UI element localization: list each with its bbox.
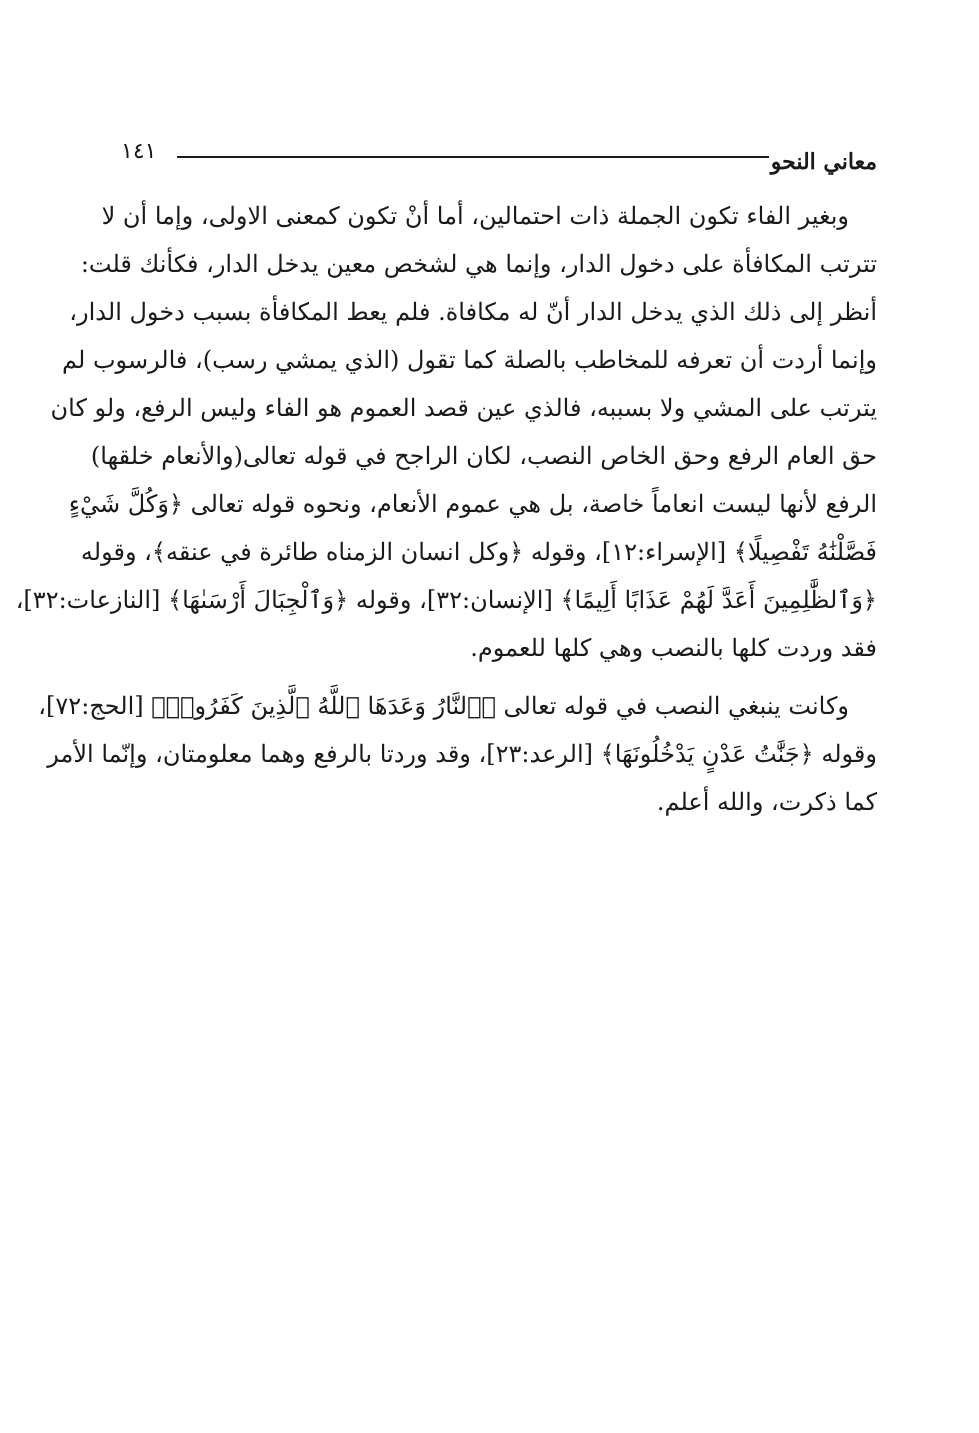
page-number: ١٤١ <box>121 139 157 164</box>
header-rule <box>177 156 769 158</box>
body-text <box>15 192 877 826</box>
text-line: وكانت ينبغي النصب في قوله تعالى ﴿ٱلنَّارُ وَعَدَهَا ٱللَّهُ ٱلَّذِينَ كَفَرُوا۟﴾ [الحج:٧٢]، <box>38 692 849 720</box>
text-line: تترتب المكافأة على دخول الدار، وإنما هي لشخص معين يدخل الدار، فكأنك قلت: <box>80 250 877 278</box>
text-line: يترتب على المشي ولا بسببه، فالذي عين قصد العموم هو الفاء وليس الرفع، ولو كان <box>50 394 877 422</box>
book-title: معاني النحو <box>770 149 877 175</box>
text-line: وبغير الفاء تكون الجملة ذات احتمالين، أما أنْ تكون كمعنى الاولى، وإما أن لا <box>101 202 849 230</box>
text-line: فقد وردت كلها بالنصب وهي كلها للعموم. <box>470 634 877 662</box>
text-line: وإنما أردت أن تعرفه للمخاطب بالصلة كما تقول (الذي يمشي رسب)، فالرسوب لم <box>62 346 877 374</box>
text-line: الرفع لأنها ليست انعاماً خاصة، بل هي عموم الأنعام، ونحوه قوله تعالى ﴿وَكُلَّ شَيْءٍ <box>68 490 877 518</box>
paragraph-2 <box>38 682 877 826</box>
text-line: ﴿وَٱلظَّٰلِمِينَ أَعَدَّ لَهُمْ عَذَابًا أَلِيمًا﴾ [الإنسان:٣٢]، وقوله ﴿وَٱلْجِبَالَ أَرْسَىٰهَا﴾ [النازعات:٣٢]، <box>15 586 877 614</box>
text-line: وقوله ﴿جَنَّٰتُ عَدْنٍ يَدْخُلُونَهَا﴾ [الرعد:٢٣]، وقد وردتا بالرفع وهما معلومتان، وإنّما الأمر <box>47 740 877 768</box>
paragraph-gap <box>115 672 877 682</box>
text-line: حق العام الرفع وحق الخاص النصب، لكان الراجح في قوله تعالى(والأنعام خلقها) <box>90 442 877 470</box>
text-line: فَصَّلْنَٰهُ تَفْصِيلًا﴾ [الإسراء:١٢]، وقوله ﴿وكل انسان الزمناه طائرة في عنقه﴾، وقوله <box>80 538 877 566</box>
text-line: أنظر إلى ذلك الذي يدخل الدار أنّ له مكافاة. فلم يعط المكافأة بسبب دخول الدار، <box>69 298 877 326</box>
text-line: كما ذكرت، والله أعلم. <box>656 788 877 816</box>
paragraph-1 <box>15 192 877 672</box>
page-header <box>115 136 877 176</box>
